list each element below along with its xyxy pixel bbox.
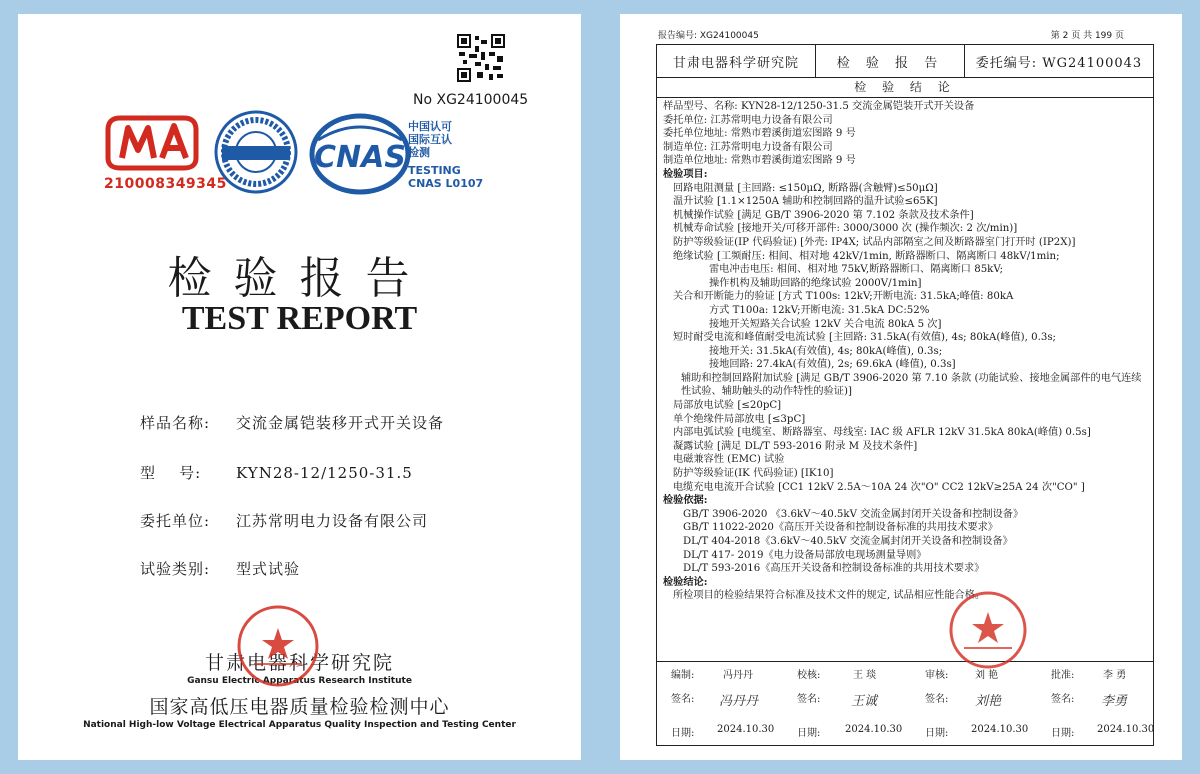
conclusion-line: 电磁兼容性 (EMC) 试验: [673, 454, 785, 466]
conclusion-line: 检验依据:: [663, 494, 708, 507]
section-title: 检 验 结 论: [657, 77, 1153, 98]
official-seal-icon: [236, 604, 320, 688]
report-seal-icon: [948, 590, 1028, 670]
conclusion-line: 方式 T100a: 12kV;开断电流: 31.5kA DC:52%: [709, 304, 930, 316]
field-test-type: 试验类别: 型式试验: [140, 560, 301, 578]
conclusion-line: 机械寿命试验 [接地开关/可移开部件: 3000/3000 次 (操作频次: 2 次/min)]: [673, 223, 1018, 235]
conclusion-line: 回路电阻测量 [主回路: ≤150μΩ, 断路器(含触臂)≤50μΩ]: [673, 182, 938, 194]
conclusion-line: DL/T 404-2018《3.6kV～40.5kV 交流金属封闭开关设备和控制设备》: [683, 536, 1013, 547]
signoff-block: 编制: 冯丹丹 校核: 王 琰 审核: 刘 艳 批准: 李 勇 签名: 冯丹丹 签名: 王诚 签名: 刘艳 签名: 李勇 日期: 2024.10.30 日期: 2024.10.30 日期: 2024.10.30 日期: 2024.10.30: [657, 661, 1153, 748]
conclusion-line: 所检项目的检验结果符合标准及技术文件的规定, 试品相应性能合格。: [673, 590, 986, 602]
header-entrust-number: 委托编号: WG24100043: [975, 55, 1143, 71]
cover-title-chinese: 检验报告: [167, 253, 432, 304]
conclusion-line: 接地开关短路关合试验 12kV 关合电流 80kA 5 次]: [709, 318, 942, 330]
conclusion-line: 绝缘试验 [工频耐压: 相间、相对地 42kV/1min, 断路器断口、隔离断口 48kV/1min;: [673, 250, 1060, 262]
conclusion-line: 接地开关: 31.5kA(有效值), 4s; 80kA(峰值), 0.3s;: [709, 345, 943, 357]
conclusion-line: 温升试验 [1.1×1250A 辅助和控制回路的温升试验≤65K]: [673, 196, 938, 208]
conclusion-line: 制造单位: 江苏常明电力设备有限公司: [663, 141, 833, 153]
signature-3: 刘艳: [975, 694, 1002, 709]
field-client: 委托单位: 江苏常明电力设备有限公司: [140, 512, 429, 530]
conclusion-line: 凝露试验 [满足 DL/T 593-2016 附录 M 及技术条件]: [673, 440, 918, 452]
conclusion-line: DL/T 417- 2019《电力设备局部放电现场测量导则》: [683, 549, 927, 561]
conclusion-body: [663, 100, 1149, 603]
conclusion-line: 机械操作试验 [满足 GB/T 3906-2020 第 7.102 条款及技术条件]: [673, 209, 974, 221]
svg-text:CNAS: CNAS: [314, 140, 406, 175]
cma-number: 210008349345: [104, 176, 227, 192]
conclusion-line: GB/T 11022-2020《高压开关设备和控制设备标准的共用技术要求》: [683, 522, 998, 534]
conclusion-line: 关合和开断能力的验证 [方式 T100s: 12kV;开断电流: 31.5kA;峰值: 80kA: [673, 291, 1014, 303]
conclusion-line: 制造单位地址: 常熟市碧溪街道宏图路 9 号: [663, 155, 856, 167]
institute-name-chinese: 甘肃电器科学研究院: [204, 652, 394, 674]
conclusion-line: 电缆充电电流开合试验 [CC1 12kV 2.5A～10A 24 次"O" CC2 12kV≥25A 24 次"CO" ]: [673, 481, 1085, 493]
conclusion-line: 短时耐受电流和峰值耐受电流试验 [主回路: 31.5kA(有效值), 4s; 80kA(峰值), 0.3s;: [673, 332, 1056, 344]
cma-logo-icon: [108, 118, 196, 168]
conclusion-line: 操作机构及辅助回路的绝缘试验 2000V/1min]: [709, 277, 922, 289]
conclusion-line: 样品型号、名称: KYN28-12/1250-31.5 交流金属铠装开式开关设备: [663, 101, 975, 112]
certificate-number: No XG24100045: [413, 92, 529, 108]
signature-1: 冯丹丹: [719, 694, 759, 709]
cnas-chinese-caption: 中国认可 国际互认 检测: [408, 120, 452, 159]
conclusion-line: 内部电弧试验 [电缆室、断路器室、母线室: IAC 级 AFLR 12kV 31.5kA 80kA(峰值) 0.5s]: [673, 427, 1091, 439]
signature-2: 王诚: [851, 694, 878, 709]
header-institute: 甘肃电器科学研究院: [657, 45, 816, 77]
conclusion-line: 检验结论:: [663, 575, 708, 588]
cover-title-english: TEST REPORT: [181, 300, 418, 337]
field-sample-name: 样品名称: 交流金属铠装移开式开关设备: [140, 414, 445, 432]
cnas-logo-icon: [312, 116, 408, 192]
center-name-chinese: 国家高低压电器质量检验检测中心: [149, 696, 450, 718]
conclusion-line: GB/T 3906-2020 《3.6kV～40.5kV 交流金属封闭开关设备和控制设备》: [683, 508, 1024, 520]
conclusion-line: 委托单位地址: 常熟市碧溪街道宏图路 9 号: [663, 128, 856, 140]
conclusion-line: 单个绝缘件局部放电 [≤3pC]: [673, 413, 806, 425]
signature-4: 李勇: [1101, 694, 1128, 709]
conclusion-line: DL/T 593-2016《高压开关设备和控制设备标准的共用技术要求》: [683, 563, 985, 575]
institute-name-english: Gansu Electric Apparatus Research Institute: [187, 676, 412, 686]
report-number: 报告编号: XG24100045: [658, 31, 759, 41]
qr-code-icon: [457, 34, 505, 82]
report-frame: [656, 44, 1154, 746]
header-report-title: 检 验 报 告: [816, 45, 965, 77]
conclusion-line: 委托单位: 江苏常明电力设备有限公司: [663, 114, 833, 126]
center-name-english: National High-low Voltage Electrical Apparatus Quality Inspection and Testing Center: [83, 720, 516, 730]
report-header-row: [657, 45, 1153, 78]
conclusion-line: 接地回路: 27.4kA(有效值), 2s; 69.6kA (峰值), 0.3s]: [709, 359, 956, 371]
conclusion-line: 防护等级验证(IK 代码验证) [IK10]: [673, 468, 834, 480]
report-page: [620, 14, 1182, 760]
field-model: 型 号: KYN28-12/1250-31.5: [140, 464, 413, 482]
cover-page: [18, 14, 581, 760]
cnas-english-caption: TESTING CNAS L0107: [408, 164, 484, 190]
page-counter: 第 2 页 共 199 页: [1050, 31, 1124, 41]
conclusion-line: 雷电冲击电压: 相间、相对地 75kV,断路器断口、隔离断口 85kV;: [709, 264, 1004, 276]
conclusion-line: 防护等级验证(IP 代码验证) [外壳: IP4X; 试品内部隔室之间及断路器室门打开时 (IP2X)]: [673, 236, 1076, 248]
conclusion-line: 局部放电试验 [≤20pC]: [673, 400, 782, 412]
conclusion-line: 辅助和控制回路附加试验 [满足 GB/T 3906-2020 第 7.10 条款 (功能试验、接地金属部件的电气连续性试验、辅助触头的动作特性的验证)]: [681, 372, 1142, 398]
conclusion-line: 检验项目:: [663, 167, 708, 180]
ilac-mra-logo-icon: [216, 112, 296, 192]
